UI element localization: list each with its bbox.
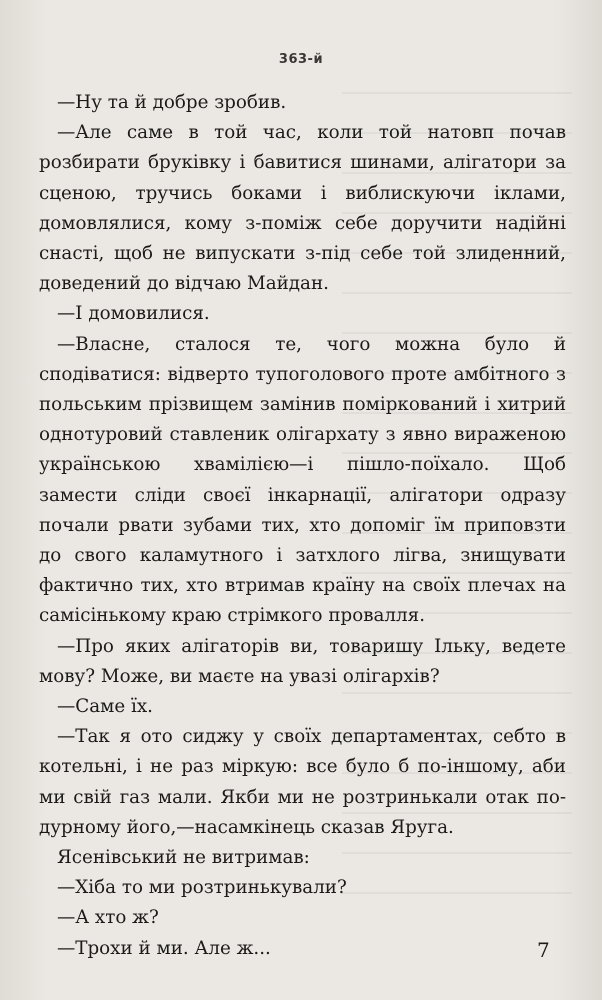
paragraph: —І домовилися. <box>57 303 210 325</box>
paragraph: —Власне, сталося те, чого можна було й сподіватися: відверто тупоголового проте амбітного з польським прізвищем замінив поміркований і хитрий однотуровий ставленик олігархату з явно вираженою українською хвамілією—і пішло-поїхало. Щоб замести сліди своєї інкарнації, алігатори одразу почали рвати зубами тих, хто допоміг їм приповзти до свого каламутного і затхлого лігва, знищувати фактично тих, хто втримав країну на своїх плечах на самісінькому краю стрімкого провалля. <box>39 333 566 627</box>
page-number: 7 <box>537 938 550 962</box>
paragraph: —Про яких алігаторів ви, товаришу Ільку, ведете мову? Може, ви маєте на увазі олігархів? <box>39 635 566 687</box>
paragraph: —Але саме в той час, коли той натовп почав розбирати бруківку і бавитися шинами, алігатори за сценою, тручись боками і виблискуючи іклами, домовлялися, кому з-поміж себе доручити надійні снасті, щоб не випускати з-під себе той злиденний, доведений до відчаю Майдан. <box>39 122 566 295</box>
paragraph: —Трохи й ми. Але ж... <box>57 937 271 959</box>
paragraph: —А хто ж? <box>57 907 159 929</box>
paragraph: —Хіба то ми розтринькували? <box>57 877 347 899</box>
paragraph: —Ну та й добре зробив. <box>57 92 287 113</box>
paragraph: —Саме їх. <box>57 696 153 718</box>
paragraph: —Так я ото сиджу у своїх департаментах, себто в котельні, і не раз міркую: все було б по-іншому, аби ми свій газ мали. Якби ми не розтринькали отак по-дурному його,—насамкінець сказав Яруга. <box>39 726 566 838</box>
running-head: 363-й <box>278 52 324 67</box>
page-body <box>39 88 566 964</box>
paragraph: Ясенівський не витримав: <box>57 847 310 869</box>
